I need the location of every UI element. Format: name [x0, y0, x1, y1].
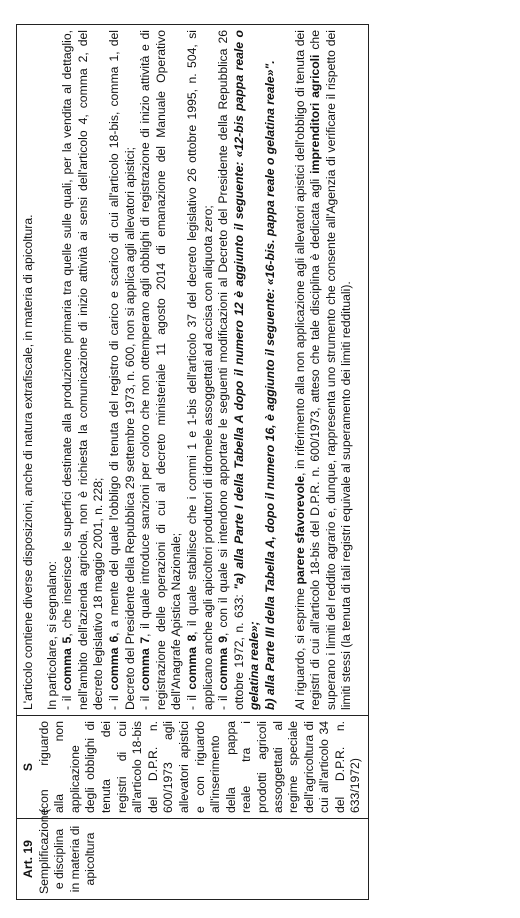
item-prefix: - il	[216, 690, 231, 710]
classification-text: (con riguardo alla non applicazione degli obblighi di tenuta dei registri di cui all'articolo 18-bis del D.P.R. n. 600/1973 agli allevatori apistici e con riguardo all'inserimento della pappa reale tra i prodotti agricoli assoggettati al regime speciale dell'agricoltura di cui all'articolo 34 del D.P.R. n. 633/1972)	[36, 721, 363, 813]
item-comma: comma 6	[106, 635, 121, 691]
provisions-list	[45, 30, 279, 710]
intro-paragraph: L'articolo contiene diverse disposizioni, anche di natura extrafiscale, in materia di apicoltura.	[21, 214, 35, 710]
table-row	[17, 25, 369, 900]
list-lead: In particolare, si segnalano:	[44, 560, 59, 710]
classification-cell	[17, 716, 369, 819]
item-text: , a mente del quale l'obbligo di tenuta del registro di carico e scarico di cui all'articolo 18-bis, comma 1, del Decreto del Presidente della Repubblica 29 settembre 1973, n. 600, non si applica agli allevatori apistici;	[106, 29, 137, 710]
document-table	[16, 24, 369, 900]
opinion-subject: imprenditori agricoli	[308, 54, 323, 174]
list-item	[138, 30, 185, 710]
item-prefix: - il	[138, 691, 153, 710]
item-comma: comma 8	[184, 634, 199, 690]
item-comma: comma 7	[138, 636, 153, 692]
item-text: , il quale introduce sanzioni per coloro che non ottemperano agli obblighi di registrazione di inizio attività e di registrazione delle operazioni di cui al decreto ministeriale 11 agosto 2014 di emanazione del Manuale Operativo dell'Anagrafe Apistica Nazionale;	[138, 29, 184, 710]
article-title: Semplificazione e disciplina in materia di apicoltura	[36, 808, 98, 894]
item-text: , che inserisce le superfici destinate alla produzione primaria tra quelle sulle quali, per la vendita al dettaglio, nell'ambito dell'azienda agricola, non è richiesta la comunicazione di inizio attività ai sensi dell'articolo 4, comma 2, del decreto legislativo 18 maggio 2001, n. 228;	[60, 29, 106, 710]
article-number: Art. 19	[21, 840, 35, 878]
opinion-paragraph	[293, 30, 355, 710]
item-text: , il quale stabilisce che i commi 1 e 1-bis dell'articolo 37 del decreto legislativo 26 ottobre 1995, n. 504, si applicano anche agli apicoltori produttori di idromele assoggettati ad accisa con aliquota zero;	[184, 29, 215, 710]
item-prefix: - il	[60, 690, 75, 710]
article-cell	[17, 808, 369, 900]
item-prefix: - il	[184, 689, 199, 710]
opinion-text-1: Al riguardo, si esprime	[292, 584, 307, 710]
list-item	[107, 30, 138, 710]
item-prefix: - il	[106, 690, 121, 710]
item-comma: comma 5	[60, 636, 75, 691]
amendment-b: b) alla Parte III della Tabella A, dopo il numero 16, è aggiunto il seguente: «16-bis. pappa reale o gelatina reale»".	[262, 60, 277, 710]
list-item	[185, 30, 216, 710]
amendment-a: "a) alla Parte I della Tabella A dopo il numero 12 è aggiunto il seguente: «12-bis pappa reale o gelatina reale»;	[231, 30, 262, 710]
opinion-verdict: parere sfavorevole	[292, 475, 307, 585]
item-comma: comma 9	[216, 636, 231, 691]
opinion-text-3: che superano i limiti del reddito agrario e, dunque, rappresenta uno strumento che consente all'Agenzia di verificare il rispetto dei limiti stessi (la tenuta di tali registri equivale al superamento dei limiti reddituali).	[308, 30, 354, 710]
item-text: , con il quale si intendono apportare le seguenti modificazioni al Decreto del Presidente della Repubblica 26 ottobre 1972, n. 633:	[216, 30, 246, 710]
list-item	[216, 30, 263, 710]
description-cell	[17, 25, 369, 716]
classification-label: S	[21, 762, 35, 772]
opinion-text-2: , in riferimento alla non applicazione agli allevatori apistici dell'obbligo di tenuta dei registri di cui all'articolo 18-bis del D.P.R. n. 600/1973, atteso che tale disciplina è dedicata agli	[292, 30, 323, 710]
list-item	[60, 30, 107, 710]
